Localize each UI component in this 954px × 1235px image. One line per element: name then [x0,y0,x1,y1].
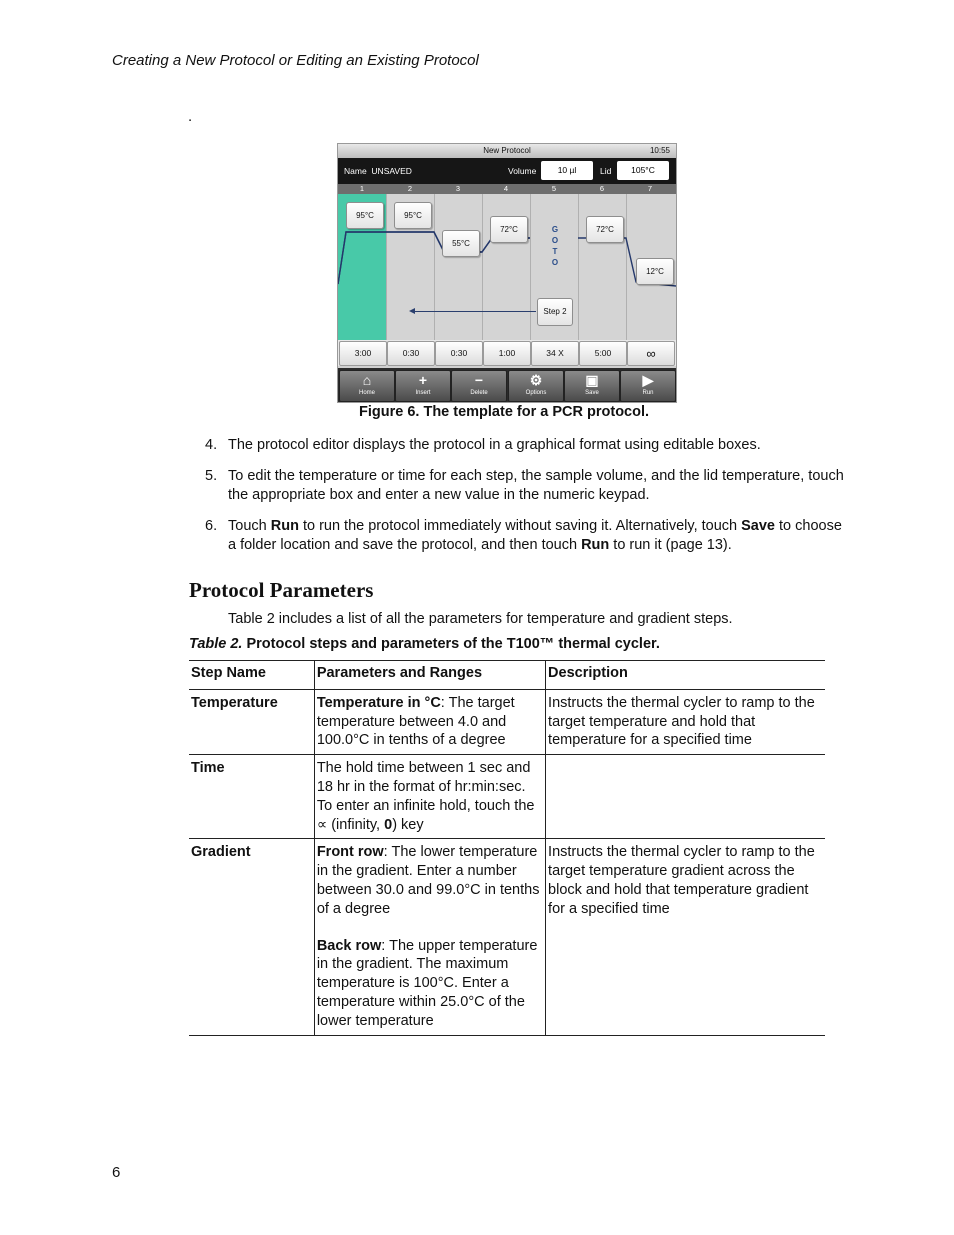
run-button[interactable]: ▶ Run [620,370,676,402]
page-number: 6 [112,1164,121,1181]
step-number: 4 [503,184,509,193]
pcr-protocol-screen [337,143,677,403]
stray-dot: . [188,108,193,125]
run-icon: ▶ [642,372,654,388]
front-row-param: Front row: The lower temperature in the gradient. Enter a number between 30.0 and 99.0°C in tenths of a degree [316,844,540,917]
floppy-icon: ▣ [585,372,599,388]
parameters-table [189,660,825,1036]
time-box-step-1[interactable]: 3:00 [339,341,387,366]
temp-box-step-1[interactable]: 95°C [346,202,384,229]
screen-toolbar [338,368,676,402]
temp-box-step-4[interactable]: 72°C [490,216,528,243]
step-number: 2 [407,184,413,193]
options-button[interactable]: ⚙ Options [508,370,564,402]
insert-button[interactable]: + Insert [395,370,451,402]
plus-icon: + [418,372,428,388]
protocol-name[interactable]: Name UNSAVED [344,166,412,176]
step-number-bar [338,184,676,194]
screen-title-bar [338,144,676,158]
screen-title: New Protocol [483,146,531,155]
goto-arrow-line [412,311,536,312]
table-row: Gradient Front row: The lower temperature in the gradient. Enter a number between 30.0 and 99.0°C in tenths of a degree Back row: The upper temperature in the gradient. The maximum temperature is 100°C. Enter a temperature within 25.0°C of the lower temperature Instructs the thermal cycler to ramp to the target temperature gradient across the block and hold that temperature gradient for a specified time [189,839,825,1035]
step-number: 1 [359,184,365,193]
temp-box-step-2[interactable]: 95°C [394,202,432,229]
temp-box-step-3[interactable]: 55°C [442,230,480,257]
lid-temperature-field[interactable]: 105°C [617,161,669,180]
column-header: Parameters and Ranges [314,661,545,690]
table-header-row [189,661,825,690]
delete-button[interactable]: − Delete [451,370,507,402]
time-box-step-3[interactable]: 0:30 [435,341,483,366]
time-row [338,340,676,366]
table-caption: Table 2. Protocol steps and parameters of the T100™ thermal cycler. [189,636,660,652]
step-number: 5 [551,184,557,193]
step-number: 3 [455,184,461,193]
table-row: Time The hold time between 1 sec and 18 hr in the format of hr:min:sec. To enter an infinite hold, touch the ∝ (infinity, 0) key [189,755,825,839]
minus-icon: − [474,372,484,388]
volume-label: Volume [508,166,537,176]
time-box-step-6[interactable]: 5:00 [579,341,627,366]
step-number: 6 [599,184,605,193]
column-header: Step Name [189,661,314,690]
running-header: Creating a New Protocol or Editing an Existing Protocol [112,52,479,69]
protocol-info-bar [338,158,676,184]
lid-label: Lid [600,166,612,176]
list-item: 6. Touch Run to run the protocol immediately without saving it. Alternatively, touch Save to choose a folder location and save the protocol, and then touch Run to run it (page 13). [205,518,842,553]
list-item: 5. To edit the temperature or time for each step, the sample volume, and the lid temperature, touch the appropriate box and enter a new value in the numeric keypad. [205,468,844,503]
volume-field[interactable]: 10 µl [541,161,593,180]
temp-box-step-6[interactable]: 72°C [586,216,624,243]
save-button[interactable]: ▣ Save [564,370,620,402]
temp-box-step-7[interactable]: 12°C [636,258,674,285]
cycles-box-step-5[interactable]: 34 X [531,341,579,366]
time-box-step-2[interactable]: 0:30 [387,341,435,366]
goto-label: G O T O [551,225,559,267]
home-button[interactable]: ⌂ Home [339,370,395,402]
gear-icon: ⚙ [529,372,543,388]
time-box-step-7[interactable]: ∞ [627,341,675,366]
table-row: Temperature Temperature in °C: The target temperature between 4.0 and 100.0°C in tenths of a degree Instructs the thermal cycler to ramp to the target temperature and hold that temperature for a specified time [189,689,825,754]
column-header: Description [546,661,825,690]
screen-clock: 10:55 [649,146,670,155]
figure-caption: Figure 6. The template for a PCR protocol. [359,404,650,420]
intro-paragraph: Table 2 includes a list of all the parameters for temperature and gradient steps. [228,611,733,627]
instruction-list [205,436,845,567]
home-icon: ⌂ [362,372,372,388]
time-box-step-4[interactable]: 1:00 [483,341,531,366]
step-number: 7 [647,184,653,193]
back-row-param: Back row: The upper temperature in the gradient. The maximum temperature is 100°C. Enter a temperature within 25.0°C of the lower temperature [316,937,538,1029]
list-item: 4. The protocol editor displays the protocol in a graphical format using editable boxes. [205,437,761,453]
goto-step-button[interactable]: Step 2 [537,298,573,326]
section-heading: Protocol Parameters [189,578,374,602]
protocol-graph [338,194,676,340]
